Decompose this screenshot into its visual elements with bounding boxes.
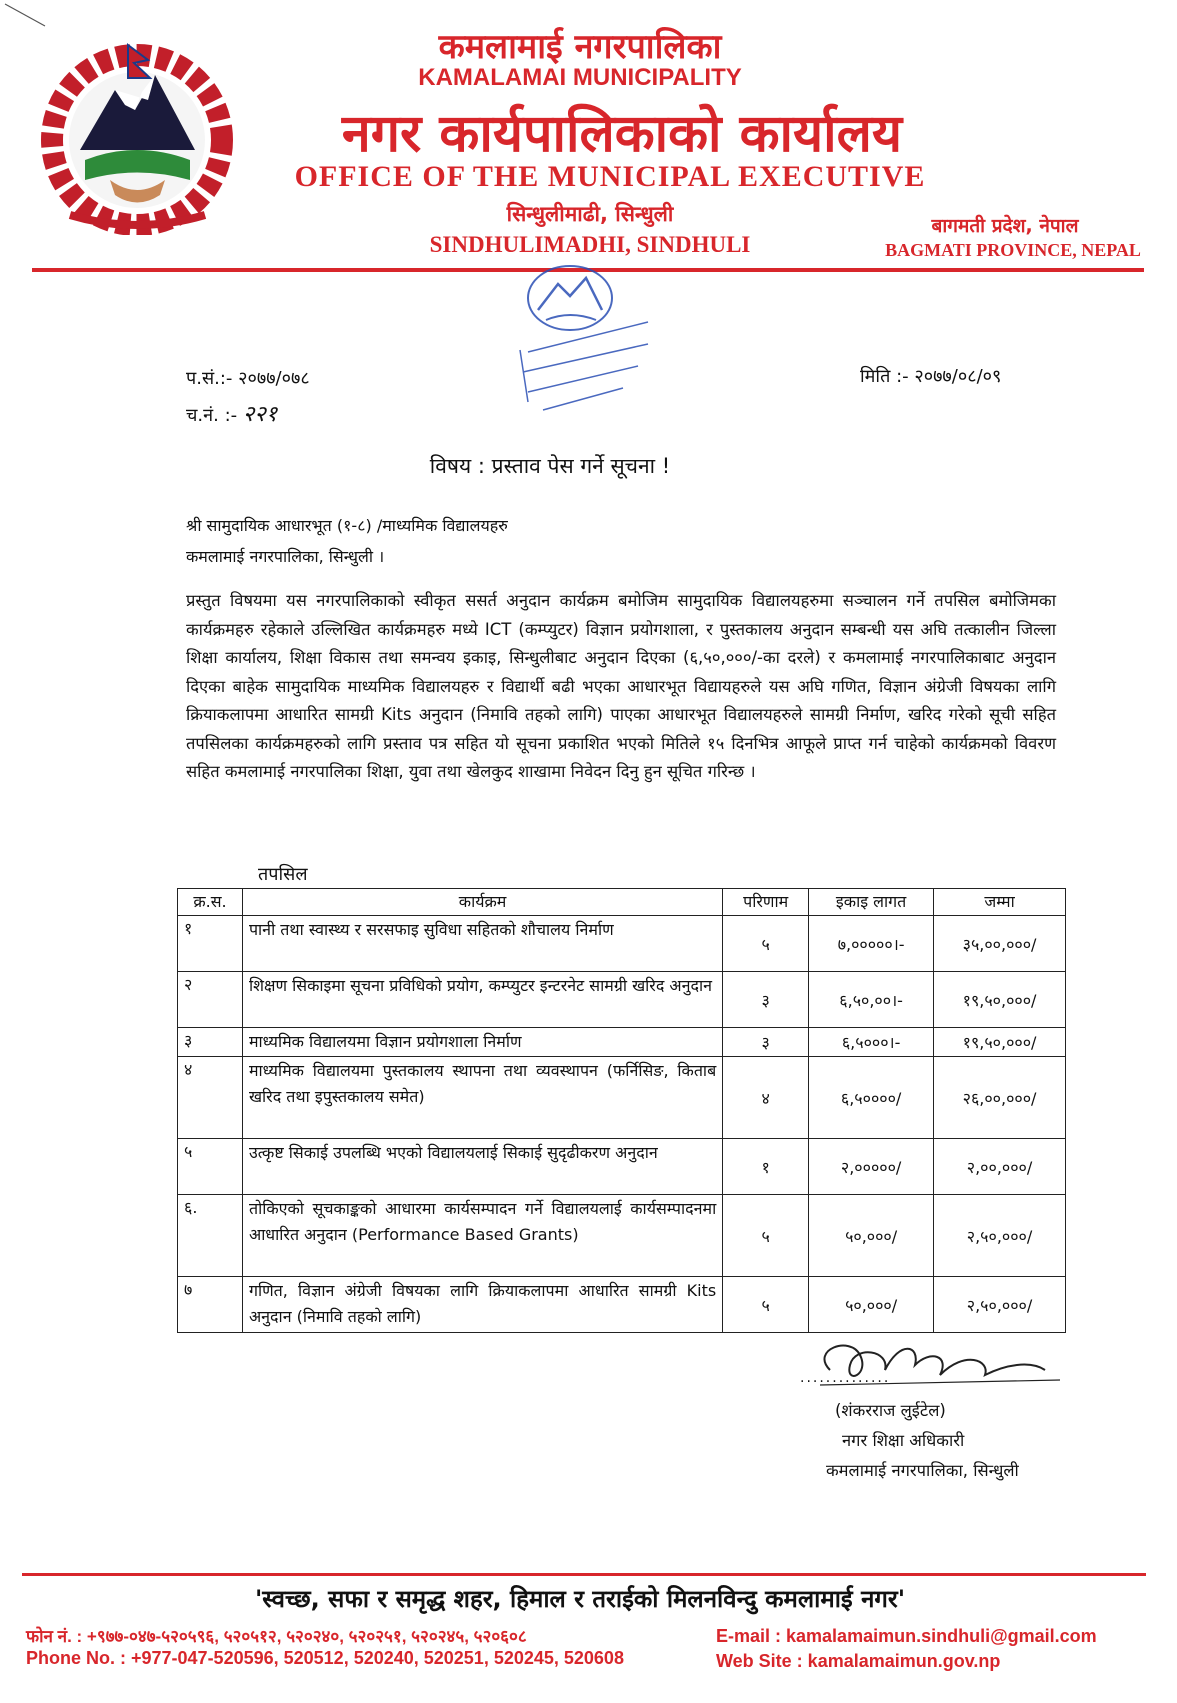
- cell-program: माध्यमिक विद्यालयमा विज्ञान प्रयोगशाला निर्माण: [242, 1028, 722, 1057]
- reference-number: प.सं.:- २०७७/०७८: [186, 368, 310, 389]
- table-row: [178, 1139, 1066, 1195]
- cell-unit-cost: ५०,०००/: [809, 1195, 934, 1277]
- cell-sn: १: [178, 916, 243, 972]
- cell-sn: ६.: [178, 1195, 243, 1277]
- office-stamp-icon: [498, 262, 668, 422]
- cell-total: २,५०,०००/: [934, 1195, 1066, 1277]
- dispatch-label: च.नं. :-: [186, 405, 238, 426]
- cell-unit-cost: ६,५००००/: [809, 1057, 934, 1139]
- cell-quantity: ५: [723, 916, 809, 972]
- signatory-organization: कमलामाई नगरपालिका, सिन्धुली: [826, 1461, 1019, 1480]
- signature-icon: [790, 1330, 1080, 1400]
- cell-total: १९,५०,०००/: [934, 1028, 1066, 1057]
- cell-unit-cost: ७,०००००।-: [809, 916, 934, 972]
- program-table: [177, 888, 1066, 1333]
- table-row: [178, 1057, 1066, 1139]
- place-en: SINDHULIMADHI, SINDHULI: [429, 232, 751, 257]
- website: Web Site : kamalamaimun.gov.np: [716, 1651, 1001, 1671]
- cell-program: माध्यमिक विद्यालयमा पुस्तकालय स्थापना तथा व्यवस्थापन (फर्निसिङ, किताब खरिद तथा इपुस्तकालय समेत): [242, 1057, 722, 1139]
- col-header-unit-cost: इकाइ लागत: [809, 889, 934, 916]
- cell-quantity: १: [723, 1139, 809, 1195]
- addressee-line-2: कमलामाई नगरपालिका, सिन्धुली ।: [186, 547, 385, 566]
- cell-unit-cost: ६,५०,००।-: [809, 972, 934, 1028]
- table-row: [178, 1277, 1066, 1333]
- phone-np: फोन नं. : +९७७-०४७-५२०५९६, ५२०५१२, ५२०२४०, ५२०२५१, ५२०२४५, ५२०६०८: [26, 1627, 527, 1646]
- cell-quantity: ३: [723, 972, 809, 1028]
- province-en: BAGMATI PROVINCE, NEPAL: [885, 240, 1141, 260]
- date: मिति :- २०७७/०८/०९: [860, 366, 1002, 387]
- footer-slogan: 'स्वच्छ, सफा र समृद्ध शहर, हिमाल र तराईको मिलनविन्दु कमलामाई नगर': [254, 1585, 906, 1613]
- col-header-total: जम्मा: [934, 889, 1066, 916]
- cell-total: २६,००,०००/: [934, 1057, 1066, 1139]
- email: E-mail : kamalamaimun.sindhuli@gmail.com: [716, 1626, 1097, 1646]
- cell-program: शिक्षण सिकाइमा सूचना प्रविधिको प्रयोग, कम्प्युटर इन्टरनेट सामग्री खरिद अनुदान: [242, 972, 722, 1028]
- subject-line: विषय : प्रस्ताव पेस गर्ने सूचना !: [429, 454, 671, 478]
- col-header-sn: क्र.स.: [178, 889, 243, 916]
- cell-quantity: ३: [723, 1028, 809, 1057]
- cell-program: तोकिएको सूचकाङ्कको आधारमा कार्यसम्पादन गर्ने विद्यालयलाई कार्यसम्पादनमा आधारित अनुदान (Performance Based Grants): [242, 1195, 722, 1277]
- dispatch-number-row: [186, 398, 277, 428]
- cell-total: ३५,००,०००/: [934, 916, 1066, 972]
- table-caption: तपसिल: [258, 864, 308, 885]
- municipality-name-en: KAMALAMAI MUNICIPALITY: [418, 64, 742, 91]
- table-row: [178, 1195, 1066, 1277]
- cell-quantity: ५: [723, 1195, 809, 1277]
- cell-quantity: ४: [723, 1057, 809, 1139]
- cell-total: २,५०,०००/: [934, 1277, 1066, 1333]
- phone-en: Phone No. : +977-047-520596, 520512, 520240, 520251, 520245, 520608: [26, 1648, 624, 1668]
- cell-sn: ७: [178, 1277, 243, 1333]
- cell-sn: ३: [178, 1028, 243, 1057]
- table-row: [178, 1028, 1066, 1057]
- table-header-row: [178, 889, 1066, 916]
- addressee-line-1: श्री सामुदायिक आधारभूत (१-८) /माध्यमिक विद्यालयहरु: [186, 516, 508, 535]
- cell-program: पानी तथा स्वास्थ्य र सरसफाइ सुविधा सहितको शौचालय निर्माण: [242, 916, 722, 972]
- dispatch-number: २२१: [242, 402, 278, 427]
- cell-total: २,००,०००/: [934, 1139, 1066, 1195]
- col-header-quantity: परिणाम: [723, 889, 809, 916]
- table-row: [178, 972, 1066, 1028]
- cell-program: उत्कृष्ट सिकाई उपलब्धि भएको विद्यालयलाई सिकाई सुदृढीकरण अनुदान: [242, 1139, 722, 1195]
- signature-line: ..............: [800, 1370, 891, 1386]
- cell-program: गणित, विज्ञान अंग्रेजी विषयका लागि क्रियाकलापमा आधारित सामग्री Kits अनुदान (निमावि तहको लागि): [242, 1277, 722, 1333]
- office-name-np: नगर कार्यपालिकाको कार्यालय: [341, 104, 903, 164]
- cell-unit-cost: ६,५०००।-: [809, 1028, 934, 1057]
- footer-rule: [22, 1573, 1146, 1576]
- cell-unit-cost: २,०००००/: [809, 1139, 934, 1195]
- office-name-en: OFFICE OF THE MUNICIPAL EXECUTIVE: [294, 160, 926, 193]
- municipality-name-np: कमलामाई नगरपालिका: [438, 27, 722, 67]
- place-np: सिन्धुलीमाढी, सिन्धुली: [506, 202, 674, 226]
- cell-unit-cost: ५०,०००/: [809, 1277, 934, 1333]
- col-header-program: कार्यक्रम: [242, 889, 722, 916]
- cell-sn: ४: [178, 1057, 243, 1139]
- table-row: [178, 916, 1066, 972]
- cell-sn: २: [178, 972, 243, 1028]
- signatory-title: नगर शिक्षा अधिकारी: [842, 1431, 965, 1450]
- cell-quantity: ५: [723, 1277, 809, 1333]
- cell-sn: ५: [178, 1139, 243, 1195]
- province-np: बागमती प्रदेश, नेपाल: [931, 215, 1079, 237]
- nepal-emblem-icon: [30, 30, 245, 235]
- cell-total: १९,५०,०००/: [934, 972, 1066, 1028]
- signatory-name: (शंकरराज लुईटेल): [835, 1401, 946, 1420]
- notice-body: प्रस्तुत विषयमा यस नगरपालिकाको स्वीकृत ससर्त अनुदान कार्यक्रम बमोजिम सामुदायिक विद्यालयहरुमा सञ्चालन गर्ने तपसिल बमोजिमका कार्यक्रमहरु रहेकाले उल्लिखित कार्यक्रमहरु मध्ये ICT (कम्प्युटर) विज्ञान प्रयोगशाला, र पुस्तकालय अनुदान सम्बन्धी यस अघि तत्कालीन जिल्ला शिक्षा कार्यालय, शिक्षा विकास तथा समन्वय इकाइ, सिन्धुलीबाट अनुदान दिएका (६,५०,०००/-का दरले) र कमलामाई नगरपालिकाबाट अनुदान दिएका बाहेक सामुदायिक माध्यमिक विद्यालयहरु र विद्यार्थी बढी भएका आधारभूत विद्यायहरुले यस अघि गणित, विज्ञान अंग्रेजी विषयका लागि क्रियाकलापमा आधारित सामग्री Kits अनुदान (निमावि तहको लागि) पाएका आधारभूत विद्यालयहरुले सामग्री निर्माण, खरिद गरेको सूची सहित तपसिलका कार्यक्रमहरुको लागि प्रस्ताव पत्र सहित यो सूचना प्रकाशित भएको मितिले १५ दिनभित्र आफूले प्राप्त गर्न चाहेको कार्यक्रमको विवरण सहित कमलामाई नगरपालिका शिक्षा, युवा तथा खेलकुद शाखामा निवेदन दिनु हुन सूचित गरिन्छ ।: [186, 591, 1056, 781]
